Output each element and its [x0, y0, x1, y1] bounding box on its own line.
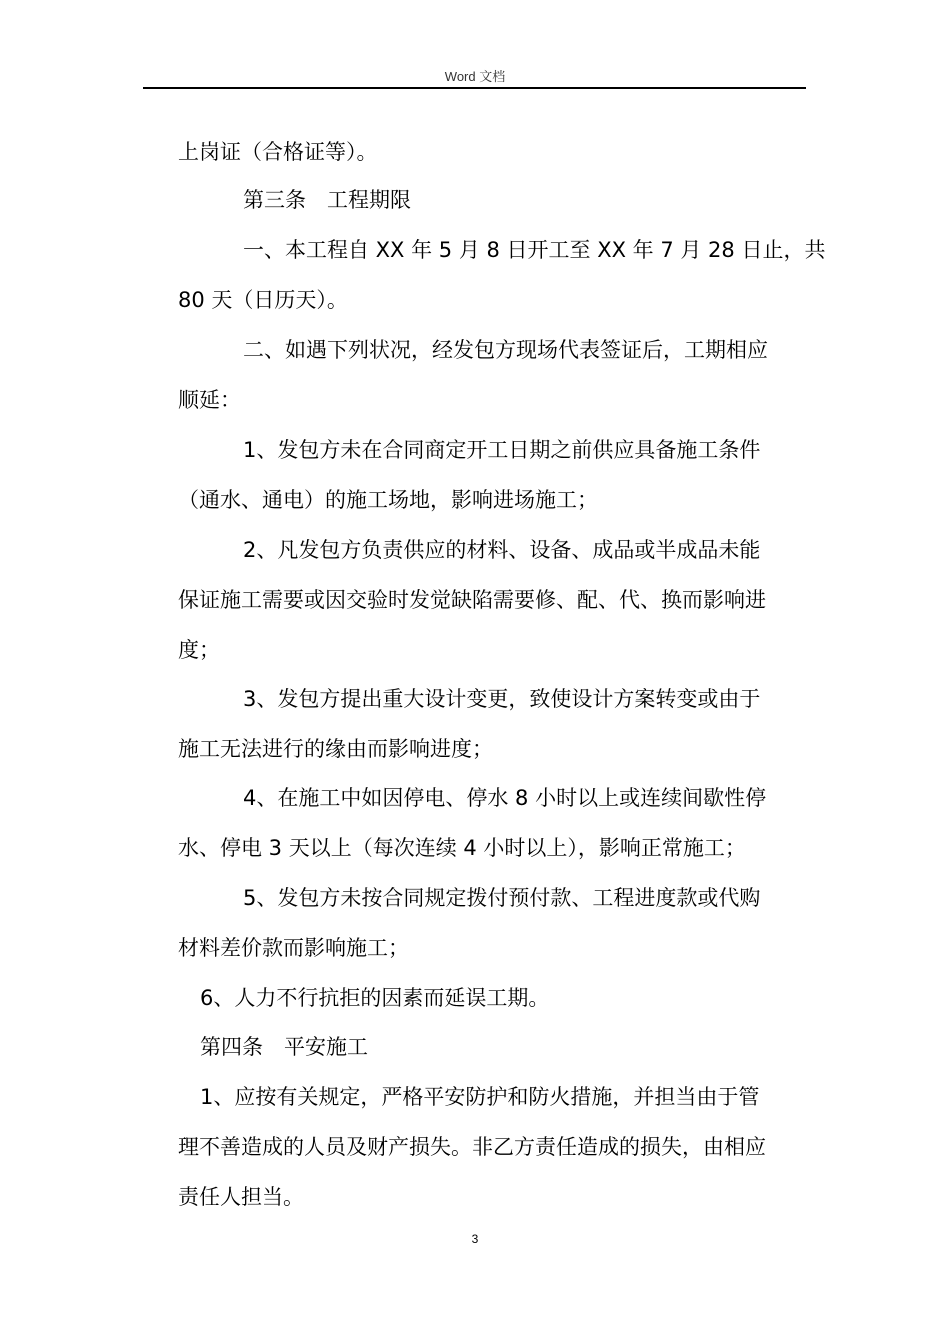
list-item: 2、凡发包方负责供应的材料、设备、成品或半成品未能 — [243, 538, 761, 562]
list-item: 3、发包方提出重大设计变更，致使设计方案转变或由于 — [243, 687, 761, 711]
list-item: 1、应按有关规定，严格平安防护和防火措施，并担当由于管 — [200, 1085, 760, 1109]
list-item: 4、在施工中如因停电、停水 8 小时以上或连续间歇性停 — [243, 786, 767, 810]
body-line: 上岗证（合格证等）。 — [178, 140, 378, 164]
body-line: （通水、通电）的施工场地，影响进场施工； — [178, 488, 598, 512]
header-divider — [143, 87, 806, 89]
page-header: Word 文档 — [444, 69, 506, 84]
body-line: 80 天（日历天）。 — [178, 288, 348, 312]
body-line: 顺延： — [178, 388, 241, 412]
section-heading: 第三条 工程期限 — [243, 188, 411, 212]
list-item: 1、发包方未在合同商定开工日期之前供应具备施工条件 — [243, 438, 761, 462]
body-line: 材料差价款而影响施工； — [178, 936, 409, 960]
body-line: 一、本工程自 XX 年 5 月 8 日开工至 XX 年 7 月 28 日止，共 — [243, 238, 826, 262]
list-item: 5、发包方未按合同规定拨付预付款、工程进度款或代购 — [243, 886, 761, 910]
body-line: 理不善造成的人员及财产损失。非乙方责任造成的损失，由相应 — [178, 1135, 766, 1159]
body-line: 二、如遇下列状况，经发包方现场代表签证后，工期相应 — [243, 338, 768, 362]
section-heading: 第四条 平安施工 — [200, 1035, 368, 1059]
body-line: 责任人担当。 — [178, 1185, 304, 1209]
body-line: 度； — [178, 638, 220, 662]
body-line: 施工无法进行的缘由而影响进度； — [178, 737, 493, 761]
body-line: 保证施工需要或因交验时发觉缺陷需要修、配、代、换而影响进 — [178, 588, 766, 612]
list-item: 6、人力不行抗拒的因素而延误工期。 — [200, 986, 550, 1010]
page-number: 3 — [471, 1232, 479, 1246]
body-line: 水、停电 3 天以上（每次连续 4 小时以上），影响正常施工； — [178, 836, 746, 860]
